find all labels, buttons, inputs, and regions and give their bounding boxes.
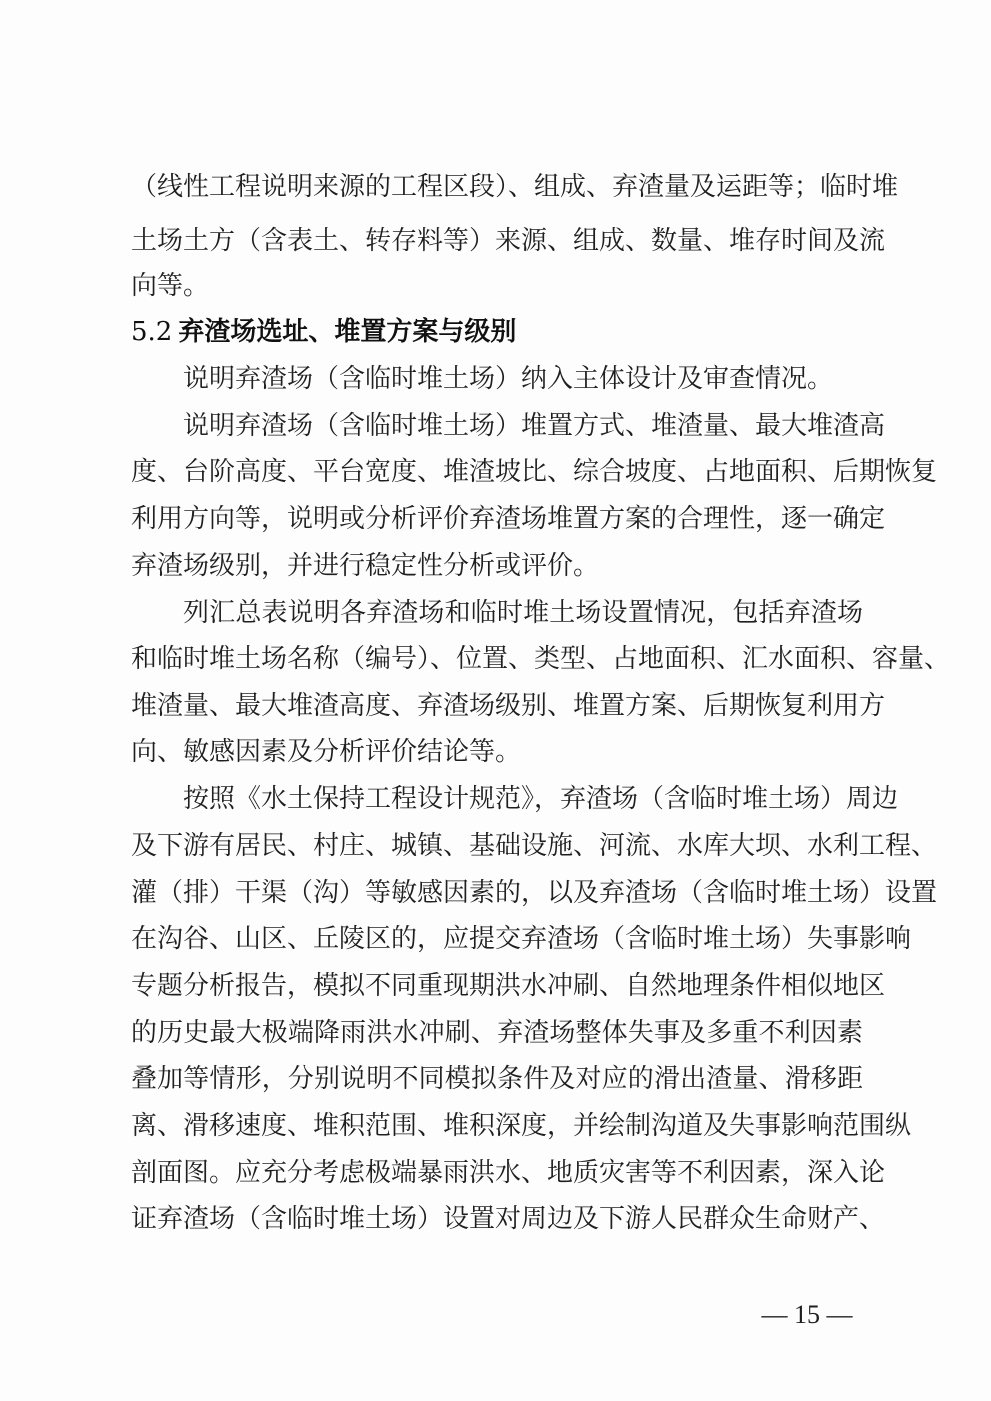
paragraph-line: 弃渣场级别，并进行稳定性分析或评价。 — [131, 551, 600, 581]
section-number: 5.2 — [131, 317, 173, 347]
paragraph-line: 专题分析报告，模拟不同重现期洪水冲刷、自然地理条件相似地区 — [131, 971, 886, 1001]
paragraph-line: 利用方向等，说明或分析评价弃渣场堆置方案的合理性，逐一确定 — [131, 504, 886, 534]
paragraph-line: 和临时堆土场名称（编号）、位置、类型、占地面积、汇水面积、容量、 — [131, 644, 951, 674]
paragraph-line: 证弃渣场（含临时堆土场）设置对周边及下游人民群众生命财产、 — [131, 1204, 886, 1234]
page-number: — 15 — — [761, 1300, 853, 1329]
section-heading — [131, 309, 516, 355]
paragraph-line: 在沟谷、山区、丘陵区的，应提交弃渣场（含临时堆土场）失事影响 — [131, 924, 912, 954]
paragraph-line: 的历史最大极端降雨洪水冲刷、弃渣场整体失事及多重不利因素 — [131, 1018, 863, 1048]
paragraph-line: 向、敏感因素及分析评价结论等。 — [131, 737, 522, 767]
paragraph-line: 及下游有居民、村庄、城镇、基础设施、河流、水库大坝、水利工程、 — [131, 831, 938, 861]
section-title: 弃渣场选址、堆置方案与级别 — [178, 317, 517, 347]
paragraph-line: 说明弃渣场（含临时堆土场）纳入主体设计及审查情况。 — [183, 364, 834, 394]
paragraph-line: 堆渣量、最大堆渣高度、弃渣场级别、堆置方案、后期恢复利用方 — [131, 691, 886, 721]
paragraph-line: 列汇总表说明各弃渣场和临时堆土场设置情况，包括弃渣场 — [183, 598, 863, 628]
text-line: 土场土方（含表土、转存料等）来源、组成、数量、堆存时间及流 — [131, 226, 886, 256]
paragraph-line: 灌（排）干渠（沟）等敏感因素的，以及弃渣场（含临时堆土场）设置 — [131, 878, 938, 908]
paragraph-line: 度、台阶高度、平台宽度、堆渣坡比、综合坡度、占地面积、后期恢复 — [131, 457, 938, 487]
paragraph-line: 叠加等情形，分别说明不同模拟条件及对应的滑出渣量、滑移距 — [131, 1064, 863, 1094]
paragraph-line: 剖面图。应充分考虑极端暴雨洪水、地质灾害等不利因素，深入论 — [131, 1158, 886, 1188]
paragraph-line: 按照《水土保持工程设计规范》，弃渣场（含临时堆土场）周边 — [183, 784, 899, 814]
paragraph-line: 离、滑移速度、堆积范围、堆积深度，并绘制沟道及失事影响范围纵 — [131, 1111, 912, 1141]
text-line: （线性工程说明来源的工程区段）、组成、弃渣量及运距等；临时堆 — [131, 172, 899, 202]
paragraph-line: 说明弃渣场（含临时堆土场）堆置方式、堆渣量、最大堆渣高 — [183, 411, 886, 441]
text-line: 向等。 — [131, 271, 210, 301]
